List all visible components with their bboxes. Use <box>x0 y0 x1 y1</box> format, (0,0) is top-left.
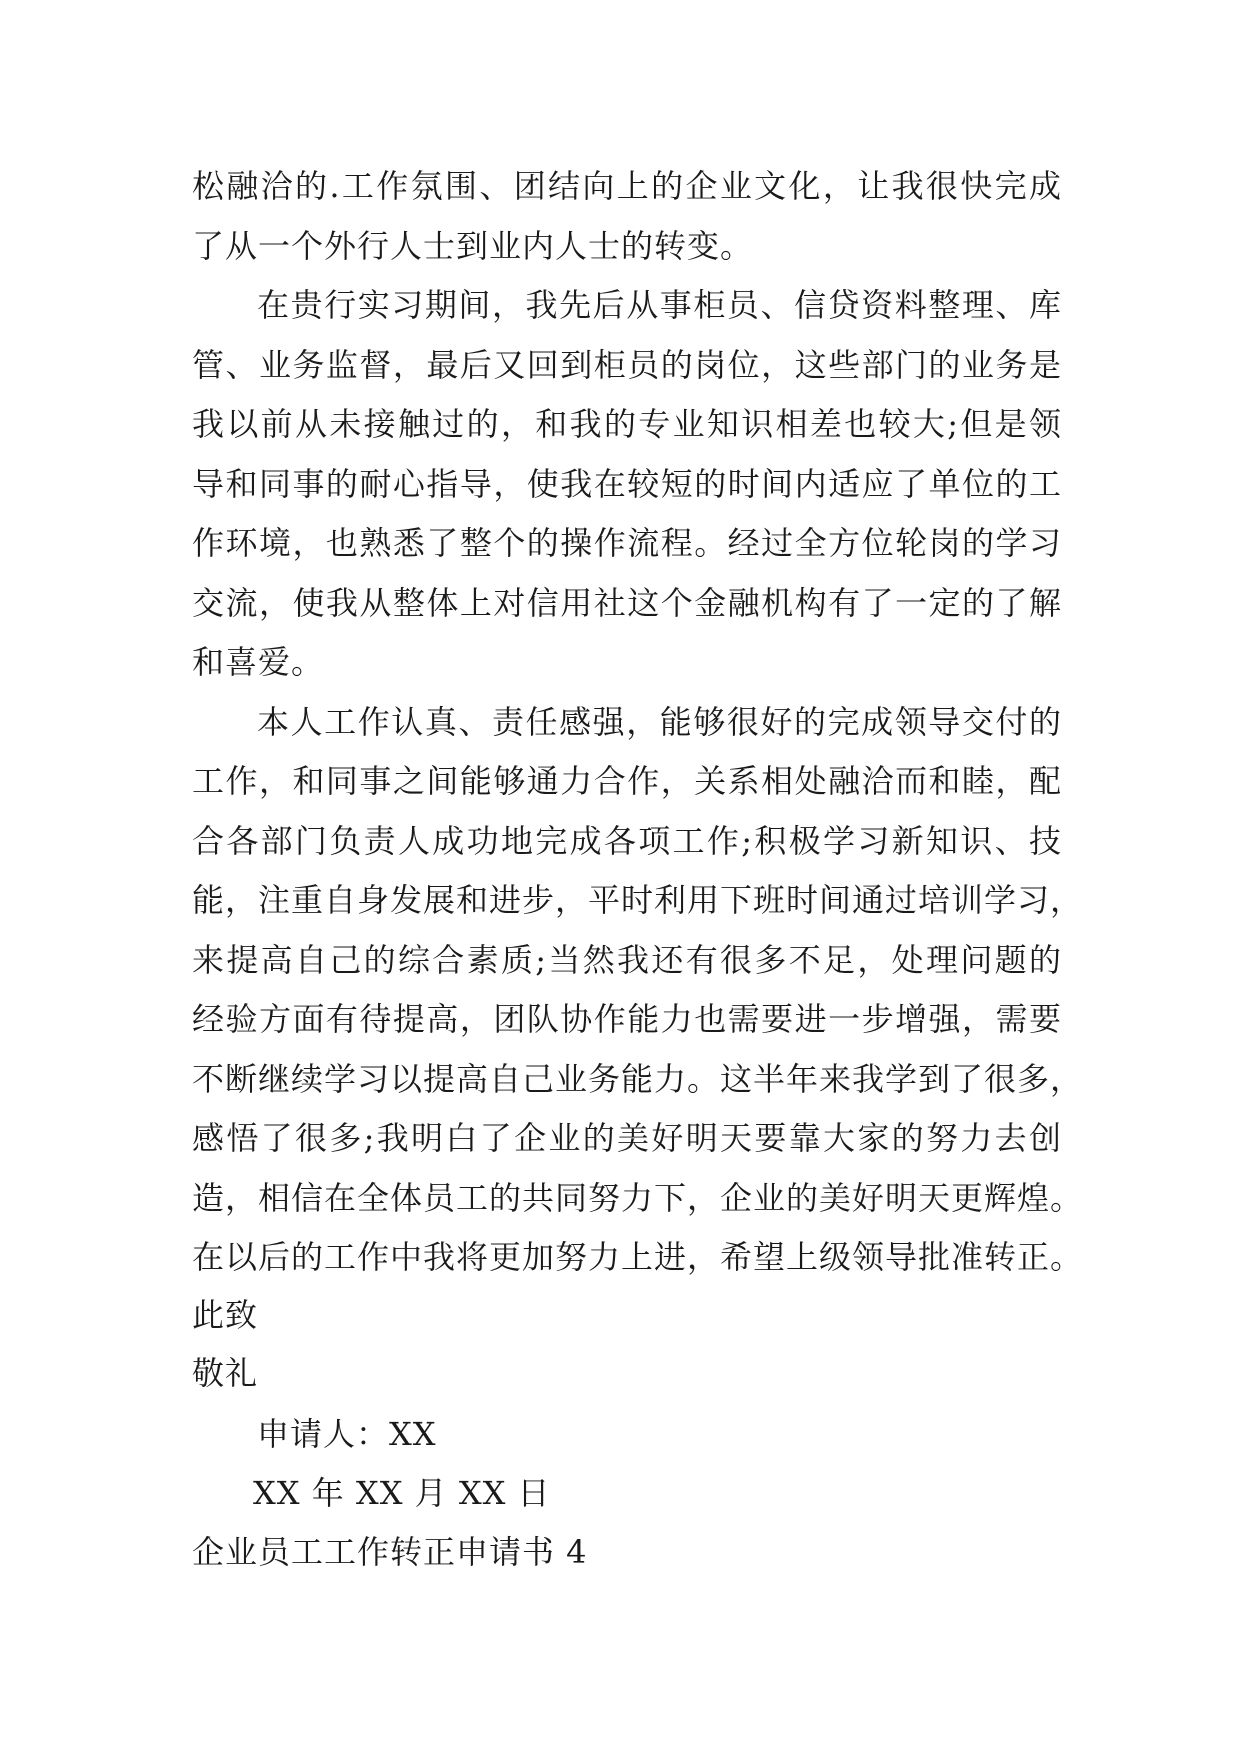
text-line: 造，相信在全体员工的共同努力下，企业的美好明天更辉煌。 <box>192 1179 1084 1217</box>
text-line: 感悟了很多;我明白了企业的美好明天要靠大家的努力去创 <box>192 1119 1062 1157</box>
text-line: 经验方面有待提高，团队协作能力也需要进一步增强，需要 <box>192 1000 1062 1038</box>
text-line: 了从一个外行人士到业内人士的转变。 <box>192 227 754 265</box>
text-line: 不断继续学习以提高自己业务能力。这半年来我学到了很多， <box>192 1060 1084 1098</box>
next-section-title: 企业员工工作转正申请书 4 <box>192 1533 588 1571</box>
text-line: 能，注重自身发展和进步，平时利用下班时间通过培训学习， <box>192 881 1084 919</box>
text-line: 本人工作认真、责任感强，能够很好的完成领导交付的 <box>257 703 1062 741</box>
text-line: 作环境，也熟悉了整个的操作流程。经过全方位轮岗的学习 <box>192 524 1062 562</box>
text-line: 在以后的工作中我将更加努力上进，希望上级领导批准转正。 <box>192 1238 1084 1276</box>
text-line: 在贵行实习期间，我先后从事柜员、信贷资料整理、库 <box>257 286 1062 324</box>
regards: 敬礼 <box>192 1354 259 1392</box>
text-line: 管、业务监督，最后又回到柜员的岗位，这些部门的业务是 <box>192 346 1062 384</box>
text-line: 我以前从未接触过的，和我的专业知识相差也较大;但是领 <box>192 405 1062 443</box>
applicant-line: 申请人：XX <box>257 1415 437 1453</box>
salutation: 此致 <box>192 1296 259 1334</box>
text-line: 和喜爱。 <box>192 643 325 681</box>
text-line: 导和同事的耐心指导，使我在较短的时间内适应了单位的工 <box>192 465 1062 503</box>
text-line: 松融洽的.工作氛围、团结向上的企业文化，让我很快完成 <box>192 167 1062 205</box>
text-line: 工作，和同事之间能够通力合作，关系相处融洽而和睦，配 <box>192 762 1062 800</box>
date-line: XX 年 XX 月 XX 日 <box>253 1474 551 1512</box>
text-line: 合各部门负责人成功地完成各项工作;积极学习新知识、技 <box>192 822 1062 860</box>
text-line: 来提高自己的综合素质;当然我还有很多不足，处理问题的 <box>192 941 1062 979</box>
text-line: 交流，使我从整体上对信用社这个金融机构有了一定的了解 <box>192 584 1062 622</box>
